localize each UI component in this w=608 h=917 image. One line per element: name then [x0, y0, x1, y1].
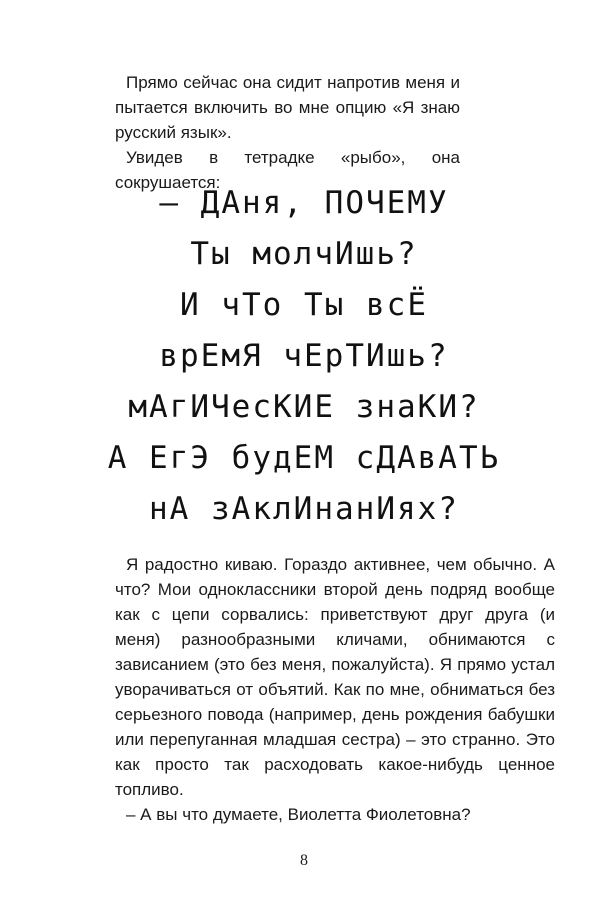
- body-paragraph-1: Я радостно киваю. Гораздо активнее, чем обычно. А что? Мои одноклассники второй день подряд вообще как с цепи сорвались: приветствуют друг друга (и меня) разнообразными кличами, обнимаются с зависанием (это без меня, пожалуйста). Я прямо устал уворачиваться от объятий. Как по мне, обниматься без серьезного повода (например, день рождения бабушки или перепуганная младшая сестра) – это странно. Это как просто так расходовать какое-нибудь ценное топливо.: [115, 555, 555, 799]
- body-paragraph-2: – А вы что думаете, Виолетта Фиолетовна?: [126, 805, 471, 824]
- quote-line: Ты молчИшь?: [190, 236, 418, 272]
- quote-line: врЕмЯ чЕрТИшь?: [159, 338, 449, 374]
- quote-line: мАгИЧесКИЕ знаКИ?: [128, 389, 480, 425]
- page-number: 8: [300, 852, 308, 869]
- quote-line: И чТо Ты всЁ: [180, 287, 428, 323]
- intro-paragraph-1: Прямо сейчас она сидит напротив меня и пытается включить во мне опцию «Я знаю русский язык».: [115, 73, 460, 142]
- body-text: [115, 552, 555, 827]
- intro-paragraph-2: Увидев в тетрадке «рыбо», она сокрушается:: [115, 148, 460, 192]
- handwritten-quote: [0, 178, 608, 535]
- quote-line: – ДАня, ПОЧЕМУ: [159, 185, 449, 221]
- intro-text: [115, 70, 460, 195]
- quote-line: нА зАклИнанИях?: [149, 491, 459, 527]
- quote-line: А ЕгЭ будЕМ сДАвАТЬ: [107, 440, 501, 476]
